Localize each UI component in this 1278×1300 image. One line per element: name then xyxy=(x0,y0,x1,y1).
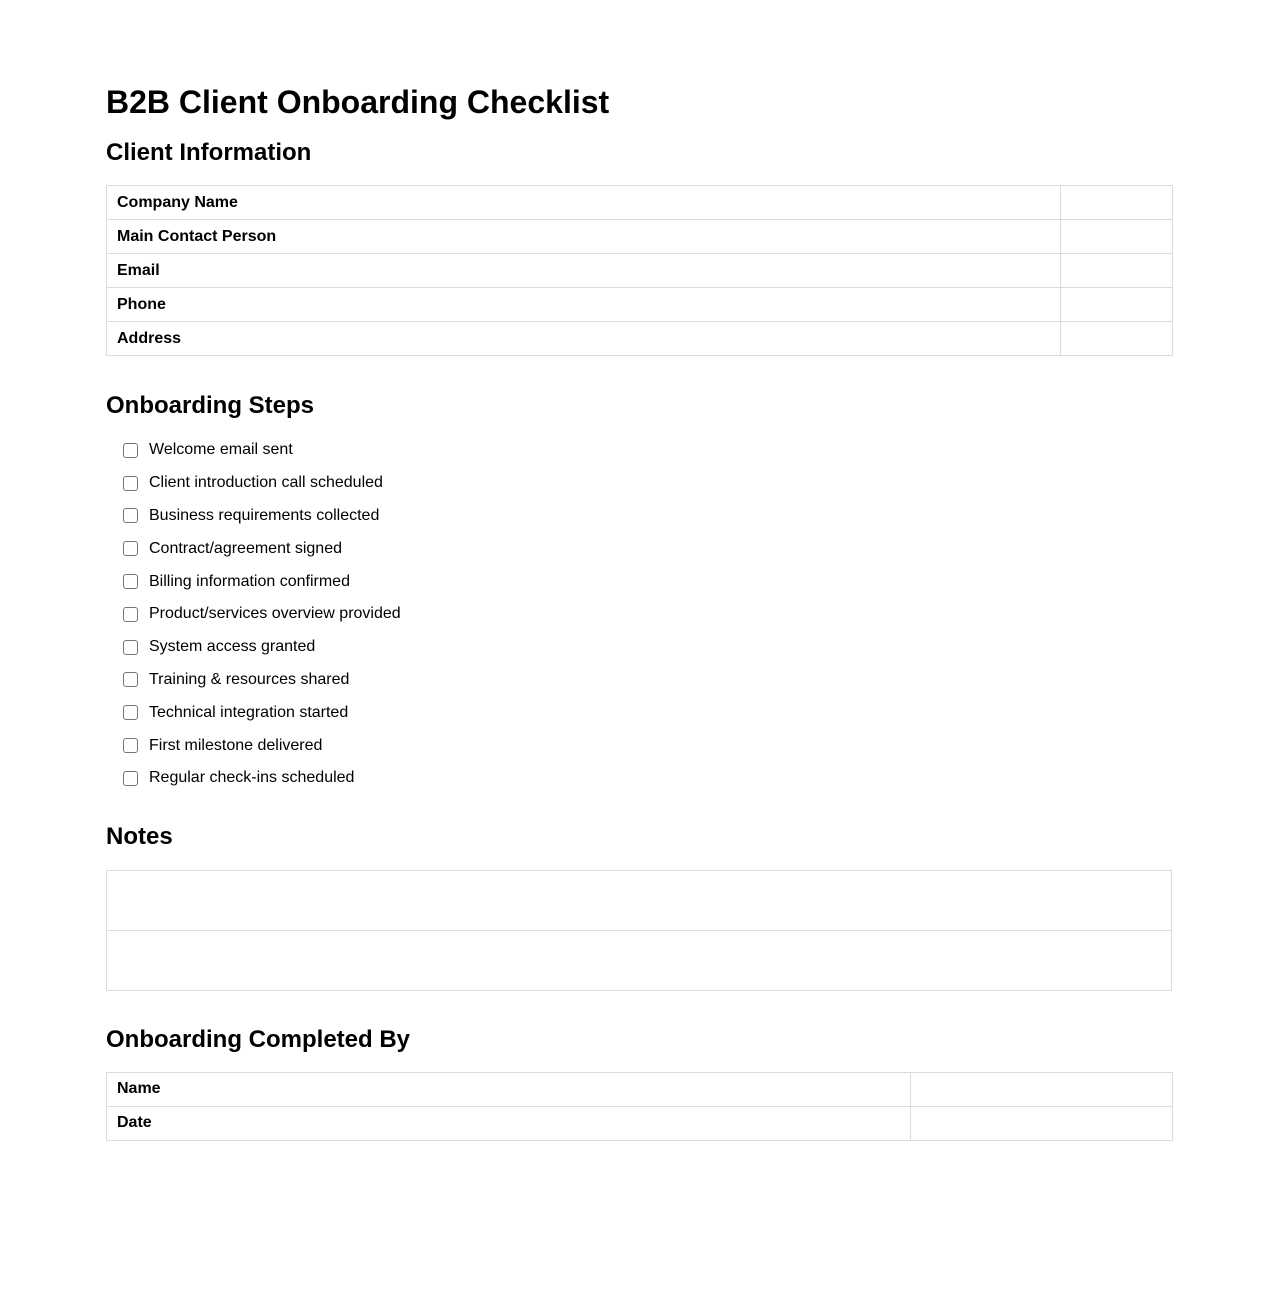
step-label: System access granted xyxy=(149,638,316,656)
table-row xyxy=(107,186,1173,220)
overview-checkbox[interactable] xyxy=(123,607,138,622)
company-name-label: Company Name xyxy=(107,186,1061,220)
list-item xyxy=(123,696,1172,729)
email-field[interactable] xyxy=(1061,254,1173,288)
list-item xyxy=(123,762,1172,795)
step-label: Welcome email sent xyxy=(149,441,293,459)
notes-line[interactable] xyxy=(107,930,1171,990)
page-title: B2B Client Onboarding Checklist xyxy=(106,84,610,120)
billing-checkbox[interactable] xyxy=(123,574,138,589)
contract-checkbox[interactable] xyxy=(123,541,138,556)
table-row xyxy=(107,1072,1173,1106)
client-information-heading: Client Information xyxy=(106,139,312,166)
table-row xyxy=(107,322,1173,356)
address-label: Address xyxy=(107,322,1061,356)
name-label: Name xyxy=(107,1072,911,1106)
list-item xyxy=(123,532,1172,565)
list-item xyxy=(123,434,1172,467)
completed-by-table xyxy=(106,1072,1173,1141)
welcome-email-checkbox[interactable] xyxy=(123,443,138,458)
onboarding-steps-list xyxy=(106,434,1172,795)
step-label: Training & resources shared xyxy=(149,670,350,688)
step-label: Billing information confirmed xyxy=(149,572,350,590)
main-contact-person-field[interactable] xyxy=(1061,220,1173,254)
step-label: Technical integration started xyxy=(149,703,349,721)
name-field[interactable] xyxy=(911,1072,1173,1106)
list-item xyxy=(123,631,1172,664)
step-label: First milestone delivered xyxy=(149,736,323,754)
onboarding-steps-heading: Onboarding Steps xyxy=(106,392,315,419)
list-item xyxy=(123,729,1172,762)
milestone-checkbox[interactable] xyxy=(123,738,138,753)
notes-line[interactable] xyxy=(107,871,1171,930)
table-row xyxy=(107,1106,1173,1140)
step-label: Contract/agreement signed xyxy=(149,539,342,557)
notes-heading: Notes xyxy=(106,822,173,850)
list-item xyxy=(123,500,1172,533)
system-access-checkbox[interactable] xyxy=(123,640,138,655)
list-item xyxy=(123,565,1172,598)
list-item xyxy=(123,467,1172,500)
date-field[interactable] xyxy=(911,1106,1173,1140)
completed-by-heading: Onboarding Completed By xyxy=(106,1025,411,1053)
integration-checkbox[interactable] xyxy=(123,705,138,720)
notes-box xyxy=(106,870,1172,991)
list-item xyxy=(123,664,1172,697)
address-field[interactable] xyxy=(1061,322,1173,356)
intro-call-checkbox[interactable] xyxy=(123,476,138,491)
table-row xyxy=(107,220,1173,254)
step-label: Product/services overview provided xyxy=(149,605,401,623)
client-information-table xyxy=(106,185,1173,356)
phone-field[interactable] xyxy=(1061,288,1173,322)
check-ins-checkbox[interactable] xyxy=(123,771,138,786)
step-label: Business requirements collected xyxy=(149,506,380,524)
table-row xyxy=(107,288,1173,322)
company-name-field[interactable] xyxy=(1061,186,1173,220)
email-label: Email xyxy=(107,254,1061,288)
step-label: Regular check-ins scheduled xyxy=(149,769,355,787)
date-label: Date xyxy=(107,1106,911,1140)
main-contact-person-label: Main Contact Person xyxy=(107,220,1061,254)
list-item xyxy=(123,598,1172,631)
table-row xyxy=(107,254,1173,288)
training-checkbox[interactable] xyxy=(123,672,138,687)
step-label: Client introduction call scheduled xyxy=(149,474,383,492)
requirements-checkbox[interactable] xyxy=(123,508,138,523)
phone-label: Phone xyxy=(107,288,1061,322)
